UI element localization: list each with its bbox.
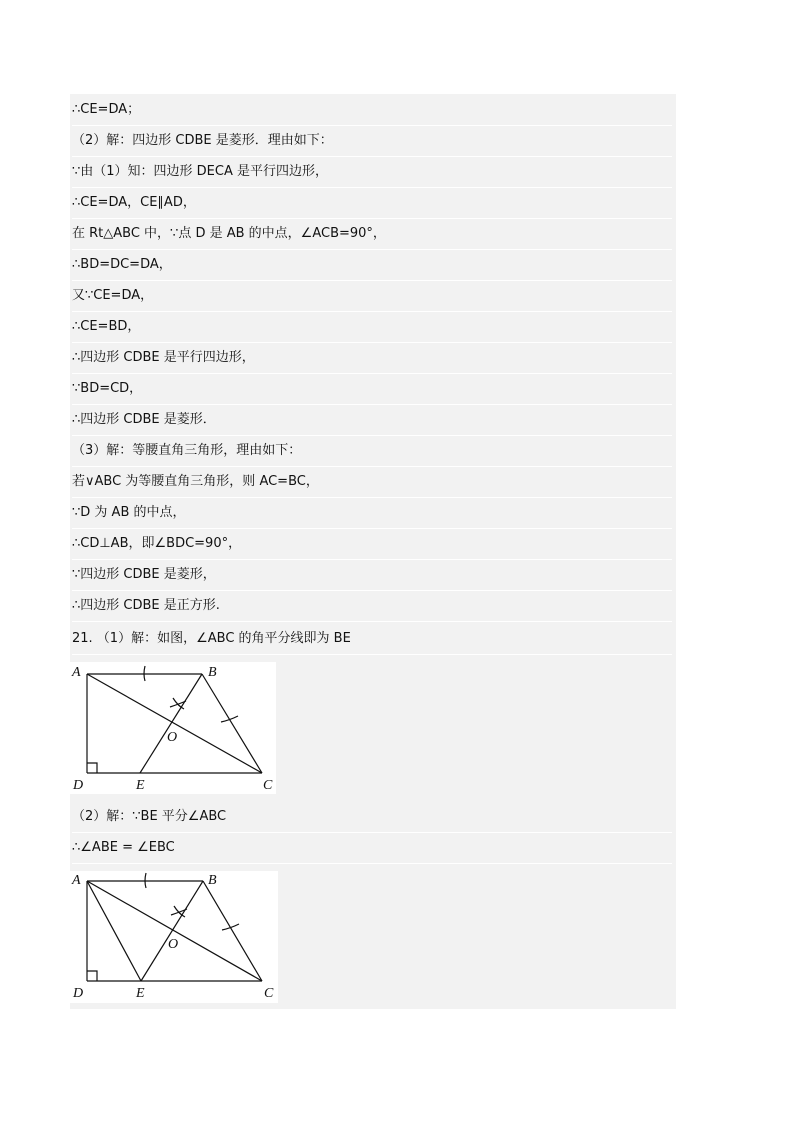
right-angle-mark (87, 763, 97, 773)
text-line-12: （3）解：等腰直角三角形，理由如下： (72, 436, 672, 467)
arc-mark-bc (222, 924, 239, 930)
text-line-6: ∴BD=DC=DA， (72, 250, 672, 281)
text-line-16: ∵四边形 CDBE 是菱形， (72, 560, 672, 591)
text-line-15: ∴CD⊥AB，即∠BDC=90°， (72, 529, 672, 560)
text-line-11: ∴四边形 CDBE 是菱形． (72, 405, 672, 436)
right-angle-mark (87, 971, 97, 981)
figure-2-svg (70, 871, 278, 1003)
text-line-8: ∴CE=BD， (72, 312, 672, 343)
label-b: B (208, 665, 217, 680)
text-line-18: 21. （1）解：如图，∠ABC 的角平分线即为 BE (72, 624, 672, 655)
text-line-9: ∴四边形 CDBE 是平行四边形， (72, 343, 672, 374)
text-line-1: ∴CE=DA； (72, 95, 672, 126)
label-o: O (168, 937, 179, 952)
label-e: E (136, 986, 145, 1001)
segment-ac (87, 881, 262, 981)
text-line-20: ∴∠ABE = ∠EBC (72, 833, 672, 864)
segment-bc (203, 881, 262, 981)
label-o: O (167, 730, 178, 745)
segment-ac (87, 674, 262, 773)
segment-be (141, 881, 203, 981)
text-line-4: ∴CE=DA，CE∥AD， (72, 188, 672, 219)
text-line-5: 在 Rt△ABC 中，∵点 D 是 AB 的中点，∠ACB=90°， (72, 219, 672, 250)
text-line-14: ∵D 为 AB 的中点， (72, 498, 672, 529)
segment-bc (202, 674, 262, 773)
text-line-2: （2）解：四边形 CDBE 是菱形．理由如下： (72, 126, 672, 157)
text-line-17: ∴四边形 CDBE 是正方形. (72, 591, 672, 622)
arc-mark-bc (221, 716, 238, 722)
label-d: D (73, 986, 84, 1001)
arc-mark-intersect-2 (171, 909, 187, 915)
figure-1-svg (70, 662, 276, 794)
geometry-figure-1 (70, 662, 276, 794)
segment-be (140, 674, 202, 773)
label-c: C (263, 778, 273, 793)
label-b: B (208, 873, 217, 888)
geometry-figure-2 (70, 871, 278, 1003)
text-line-7: 又∵CE=DA， (72, 281, 672, 312)
label-a: A (72, 665, 81, 680)
label-a: A (72, 873, 81, 888)
text-line-13: 若∨ABC 为等腰直角三角形，则 AC=BC， (72, 467, 672, 498)
text-line-3: ∵由（1）知：四边形 DECA 是平行四边形， (72, 157, 672, 188)
label-d: D (73, 778, 84, 793)
text-line-10: ∵BD=CD， (72, 374, 672, 405)
label-c: C (264, 986, 274, 1001)
text-line-19: （2）解：∵BE 平分∠ABC (72, 802, 672, 833)
label-e: E (136, 778, 145, 793)
